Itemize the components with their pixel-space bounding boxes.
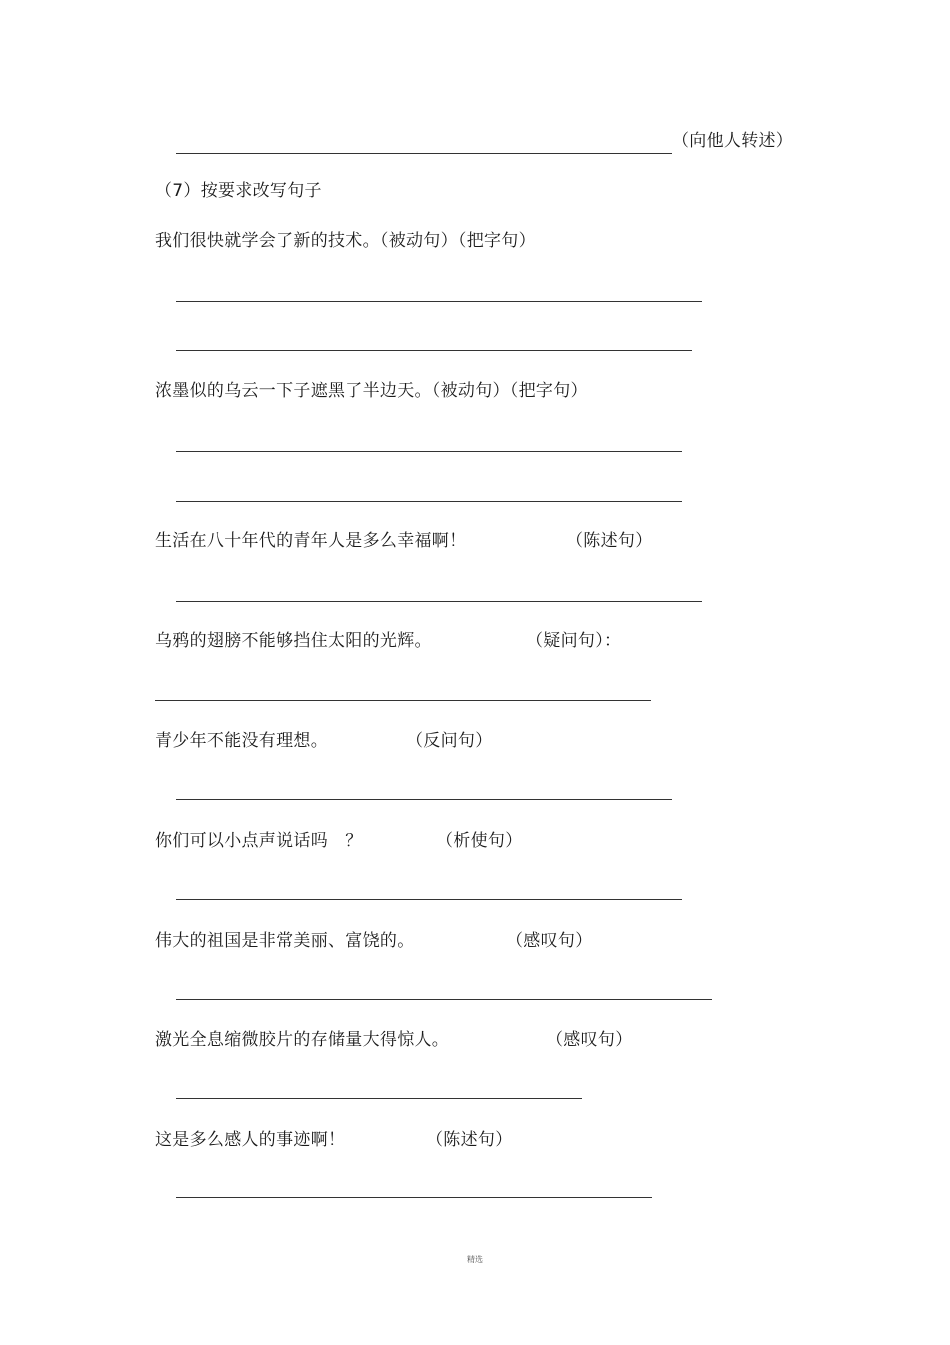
task-8: （感叹句） bbox=[546, 1030, 633, 1050]
section-title: （7）按要求改写句子 bbox=[155, 181, 322, 201]
answer-line-6[interactable] bbox=[176, 899, 682, 900]
sentence-9: 这是多么感人的事迹啊！ bbox=[155, 1130, 346, 1150]
sentence-2: 浓墨似的乌云一下子遮黑了半边天。（被动句）（把字句） bbox=[155, 381, 588, 401]
answer-line-7[interactable] bbox=[176, 999, 712, 1000]
task-9: （陈述句） bbox=[426, 1130, 513, 1150]
task-4: （疑问句）： bbox=[526, 631, 622, 651]
answer-line-top[interactable] bbox=[176, 153, 672, 154]
answer-line-1a[interactable] bbox=[176, 301, 702, 302]
task-3: （陈述句） bbox=[566, 531, 653, 551]
answer-line-5[interactable] bbox=[176, 799, 672, 800]
task-7: （感叹句） bbox=[506, 931, 593, 951]
sentence-5: 青少年不能没有理想。 bbox=[155, 731, 328, 751]
answer-line-2b[interactable] bbox=[176, 501, 682, 502]
sentence-3: 生活在八十年代的青年人是多么幸福啊！ bbox=[155, 531, 467, 551]
sentence-7: 伟大的祖国是非常美丽、富饶的。 bbox=[155, 931, 415, 951]
sentence-6: 你们可以小点声说话吗 ？ bbox=[155, 831, 363, 851]
answer-line-2a[interactable] bbox=[176, 451, 682, 452]
footer-label: 精选 bbox=[467, 1255, 483, 1264]
task-5: （反问句） bbox=[406, 731, 493, 751]
answer-line-3[interactable] bbox=[176, 601, 702, 602]
sentence-8: 激光全息缩微胶片的存储量大得惊人。 bbox=[155, 1030, 450, 1050]
sentence-1: 我们很快就学会了新的技术。（被动句）（把字句） bbox=[155, 231, 536, 251]
task-6: （析使句） bbox=[436, 831, 523, 851]
top-note: （向他人转述） bbox=[672, 131, 794, 151]
answer-line-1b[interactable] bbox=[176, 350, 692, 351]
answer-line-4[interactable] bbox=[155, 700, 651, 701]
sentence-4: 乌鸦的翅膀不能够挡住太阳的光辉。 bbox=[155, 631, 432, 651]
answer-line-8[interactable] bbox=[176, 1098, 582, 1099]
answer-line-9[interactable] bbox=[176, 1197, 652, 1198]
